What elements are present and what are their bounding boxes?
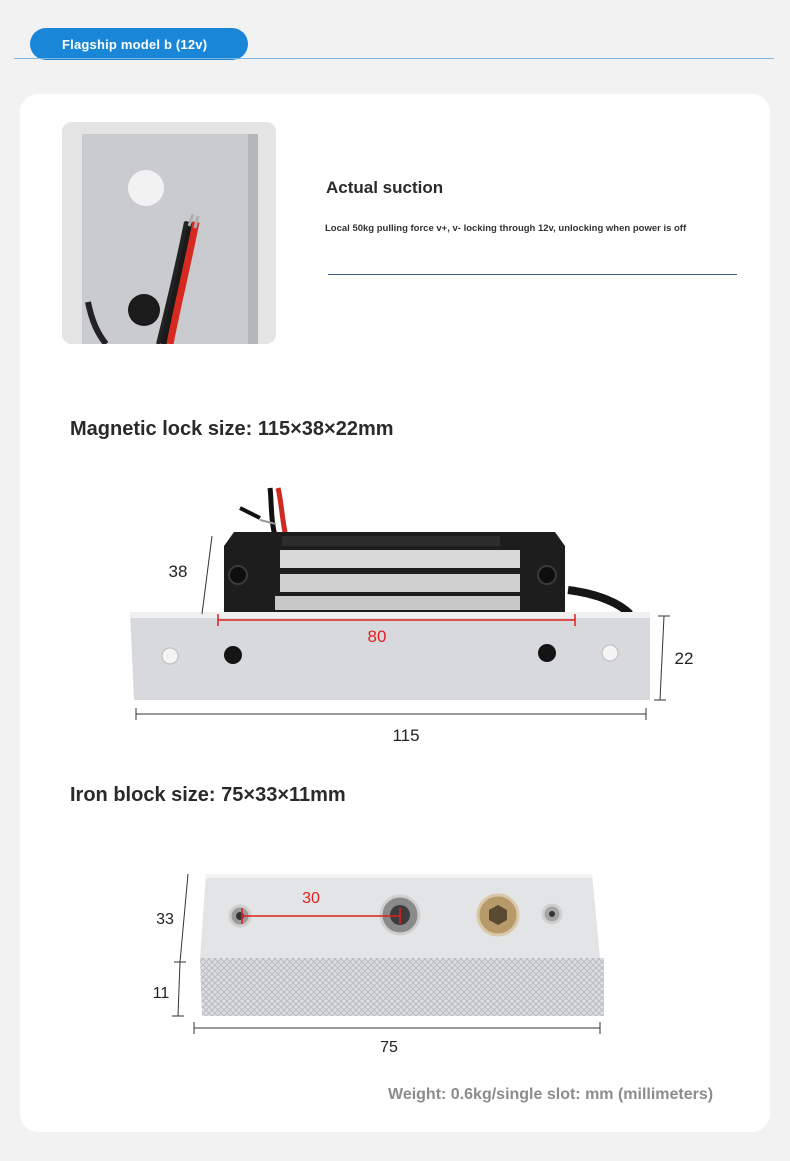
top-bar xyxy=(0,0,790,80)
suction-title: Actual suction xyxy=(326,178,444,197)
lock-size-heading: Magnetic lock size: 115×38×22mm xyxy=(70,418,394,440)
iron-block-diagram xyxy=(20,860,770,1070)
iron-size-heading: Iron block size: 75×33×11mm xyxy=(70,784,346,806)
weight-note: Weight: 0.6kg/single slot: mm (millimeters) xyxy=(388,1086,714,1103)
lock-height-label: 38 xyxy=(168,562,188,581)
lock-hole-spacing-label: 80 xyxy=(367,627,387,646)
suction-divider xyxy=(328,274,737,275)
header-divider xyxy=(14,58,774,59)
iron-length-label: 75 xyxy=(380,1039,398,1056)
iron-thickness-label: 11 xyxy=(152,985,170,1002)
iron-width-label: 33 xyxy=(156,911,174,928)
lock-length-label: 115 xyxy=(392,726,420,745)
wire-closeup-photo xyxy=(62,122,276,344)
magnetic-lock-diagram xyxy=(20,464,770,754)
content-card xyxy=(20,94,770,1132)
lock-depth-label: 22 xyxy=(674,649,694,668)
model-badge: Flagship model b (12v) xyxy=(30,28,248,60)
suction-description: Local 50kg pulling force v+, v- locking through 12v, unlocking when power is off xyxy=(325,223,687,234)
iron-spacing-label: 30 xyxy=(302,890,320,907)
